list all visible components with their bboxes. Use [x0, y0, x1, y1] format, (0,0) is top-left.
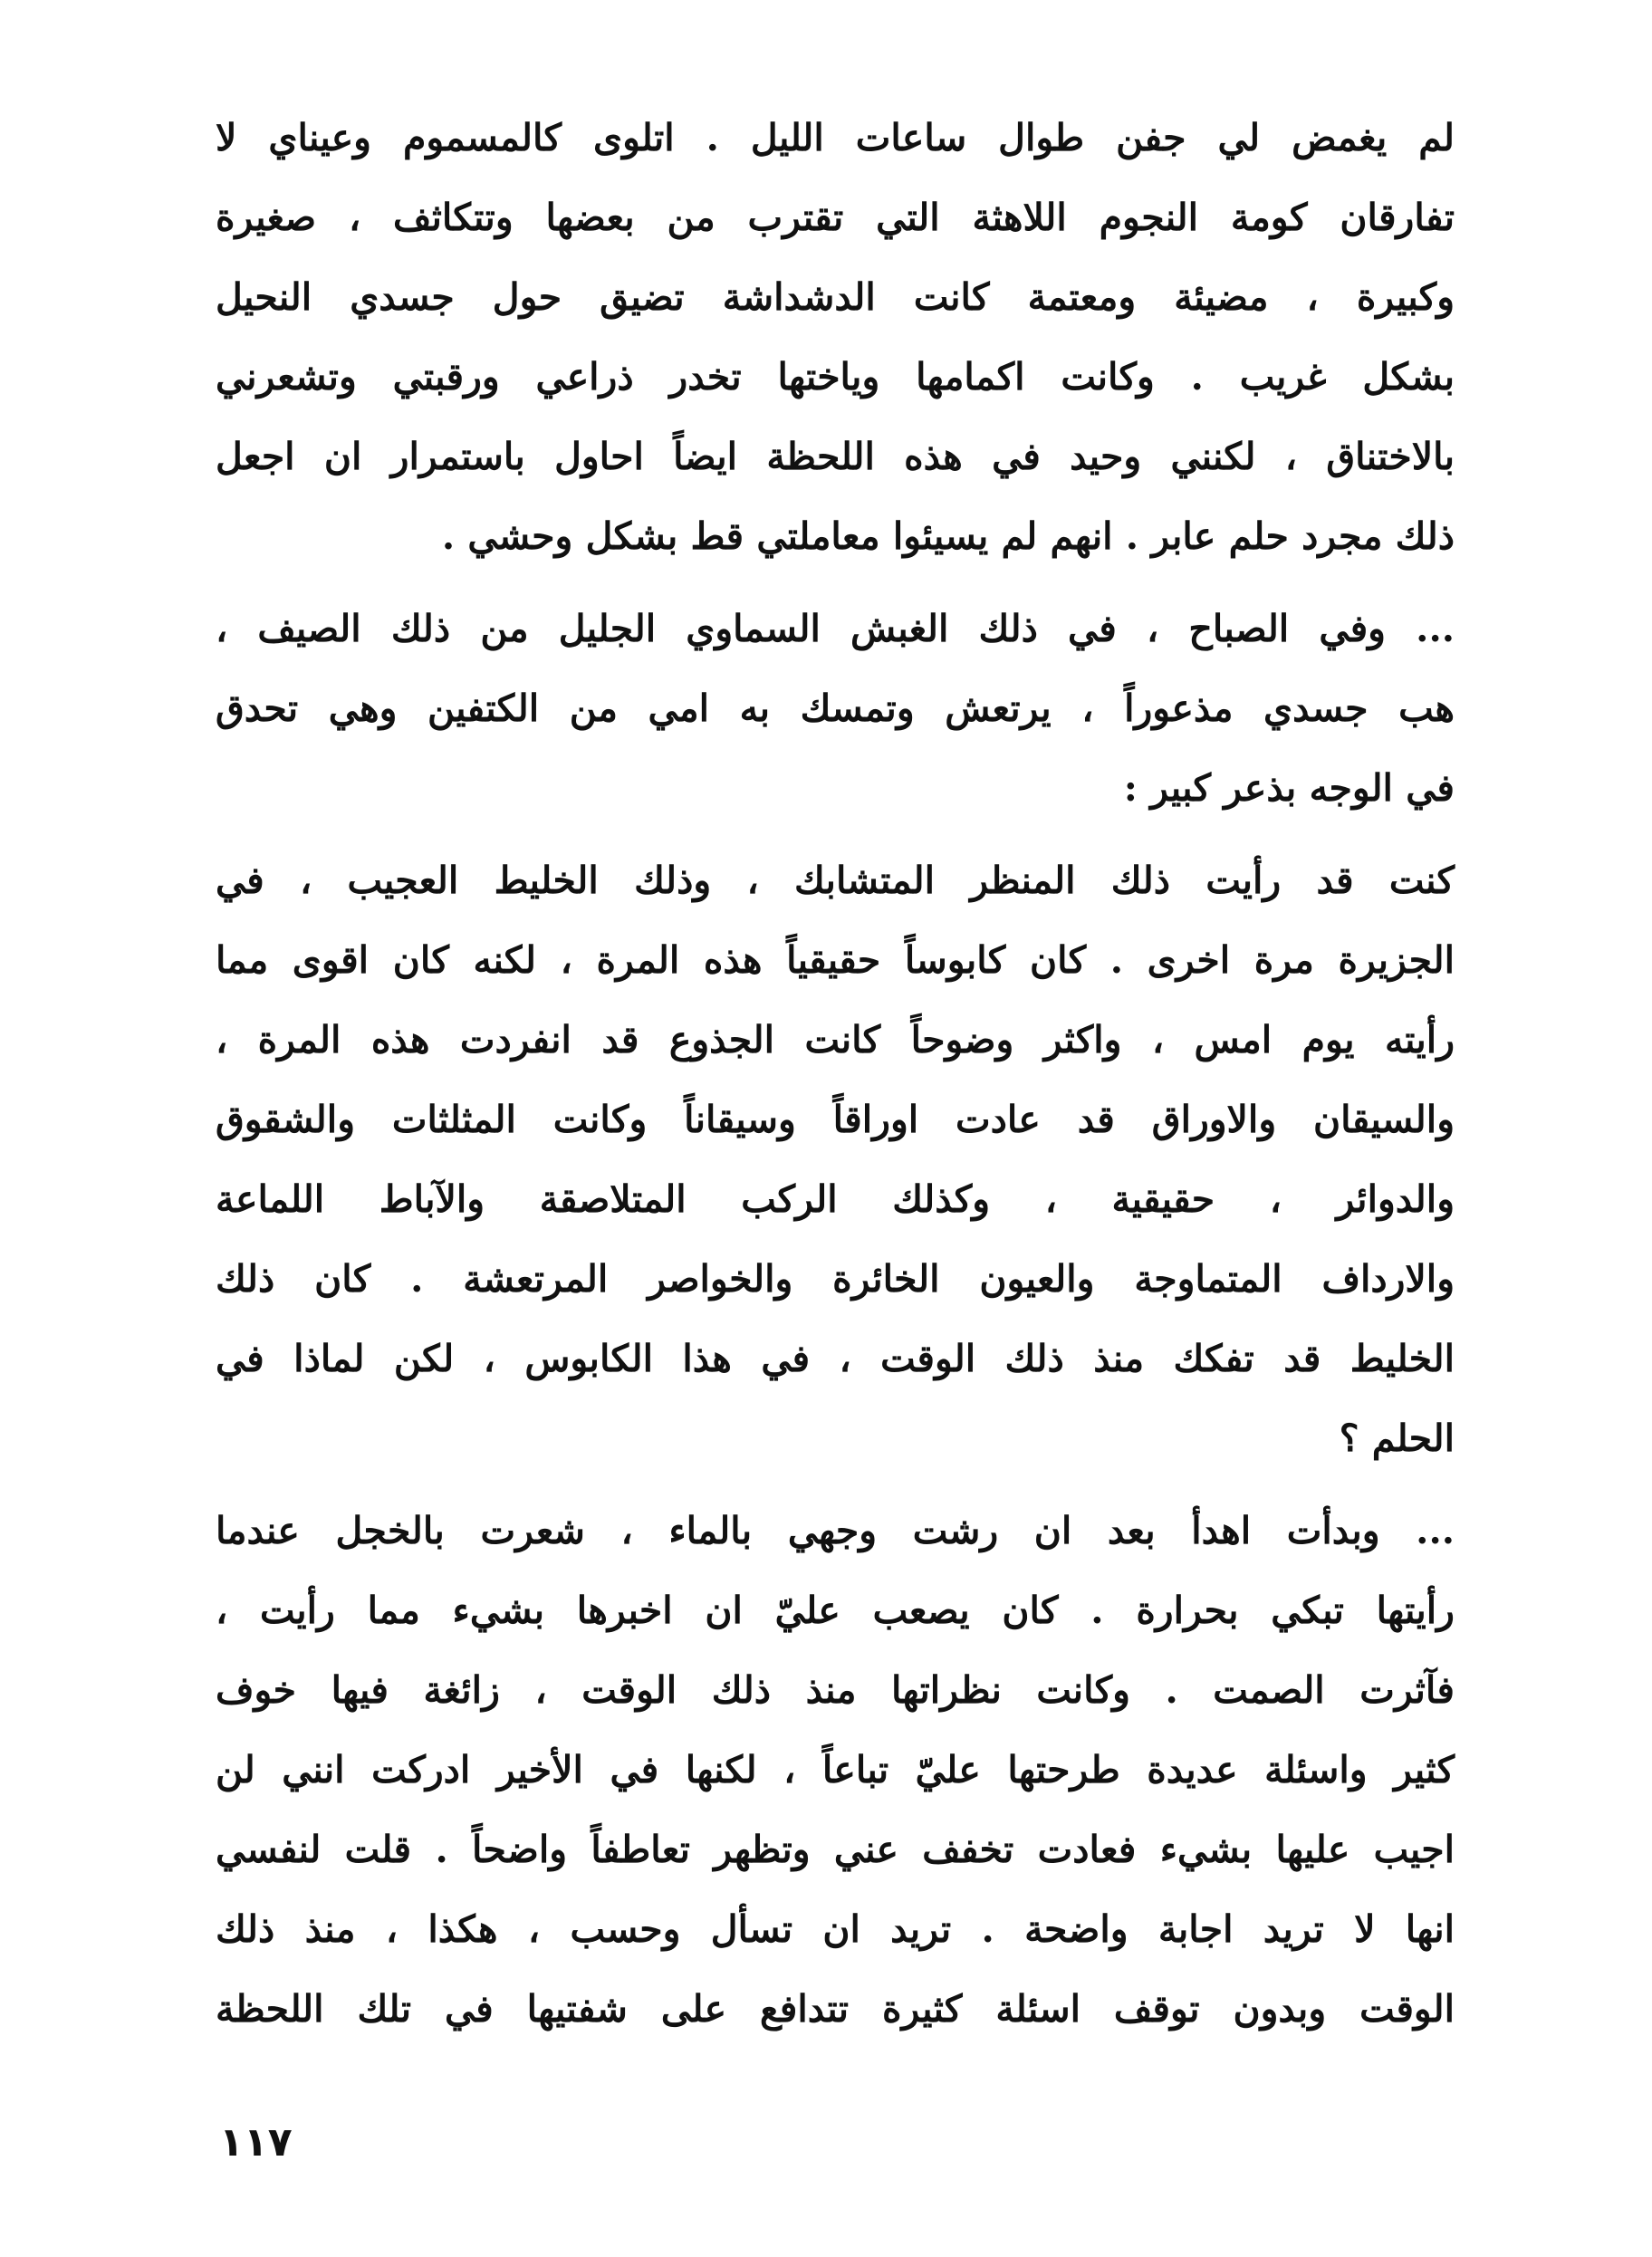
text-line: ... وبدأت اهدأ بعد ان رشت وجهي بالماء ، شعرت بالخجل عندما — [216, 1509, 1455, 1552]
paragraph-1 — [216, 98, 1455, 576]
page-number: ١١٧ — [219, 2119, 293, 2166]
paragraph-2 — [216, 589, 1455, 828]
text-line: الجزيرة مرة اخرى . كان كابوساً حقيقياً هذه المرة ، لكنه كان اقوى مما — [216, 938, 1455, 982]
text-line: والدوائر ، حقيقية ، وكذلك الركب المتلاصقة والآباط اللماعة — [216, 1177, 1455, 1221]
paragraph-3 — [216, 840, 1455, 1478]
text-line: اجيب عليها بشيء فعادت تخفف عني وتظهر تعاطفاً واضحاً . قلت لنفسي — [216, 1828, 1455, 1871]
text-line: كثير واسئلة عديدة طرحتها عليّ تباعاً ، لكنها في الأخير ادركت انني لن — [216, 1748, 1455, 1791]
text-line: هب جسدي مذعوراً ، يرتعش وتمسك به امي من الكتفين وهي تحدق — [216, 687, 1455, 730]
text-line: الخليط قد تفكك منذ ذلك الوقت ، في هذا الكابوس ، لكن لماذا في — [216, 1337, 1455, 1380]
text-line: بالاختناق ، لكنني وحيد في هذه اللحظة ايضاً احاول باستمرار ان اجعل — [216, 435, 1455, 478]
text-line: والارداف المتماوجة والعيون الخائرة والخواصر المرتعشة . كان ذلك — [216, 1257, 1455, 1301]
text-line: تفارقان كومة النجوم اللاهثة التي تقترب من بعضها وتتكاثف ، صغيرة — [216, 196, 1455, 239]
text-line: رأيتها تبكي بحرارة . كان يصعب عليّ ان اخبرها بشيء مما رأيت ، — [216, 1589, 1455, 1632]
text-line: لم يغمض لي جفن طوال ساعات الليل . اتلوى كالمسموم وعيناي لا — [216, 116, 1455, 159]
text-line: ذلك مجرد حلم عابر . انهم لم يسيئوا معاملتي قط بشكل وحشي . — [441, 514, 1455, 558]
text-line: انها لا تريد اجابة واضحة . تريد ان تسأل وحسب ، هكذا ، منذ ذلك — [216, 1907, 1455, 1951]
text-line: بشكل غريب . وكانت اكمامها وياختها تخدر ذراعي ورقبتي وتشعرني — [216, 355, 1455, 399]
text-line: ... وفي الصباح ، في ذلك الغبش السماوي الجليل من ذلك الصيف ، — [216, 607, 1455, 650]
text-line: رأيته يوم امس ، واكثر وضوحاً كانت الجذوع قد انفردت هذه المرة ، — [216, 1018, 1455, 1061]
text-line: الوقت وبدون توقف اسئلة كثيرة تتدافع على شفتيها في تلك اللحظة — [216, 1987, 1455, 2031]
text-line: في الوجه بذعر كبير : — [1123, 766, 1455, 810]
text-line: كنت قد رأيت ذلك المنظر المتشابك ، وذلك الخليط العجيب ، في — [216, 859, 1455, 902]
text-line: فآثرت الصمت . وكانت نظراتها منذ ذلك الوقت ، زائغة فيها خوف — [216, 1668, 1455, 1712]
text-line: وكبيرة ، مضيئة ومعتمة كانت الدشداشة تضيق حول جسدي النحيل — [216, 275, 1455, 319]
body-text — [216, 98, 1455, 2049]
text-line: الحلم ؟ — [1339, 1417, 1455, 1460]
paragraph-4 — [216, 1491, 1455, 2049]
text-line: والسيقان والاوراق قد عادت اوراقاً وسيقاناً وكانت المثلثات والشقوق — [216, 1098, 1455, 1141]
